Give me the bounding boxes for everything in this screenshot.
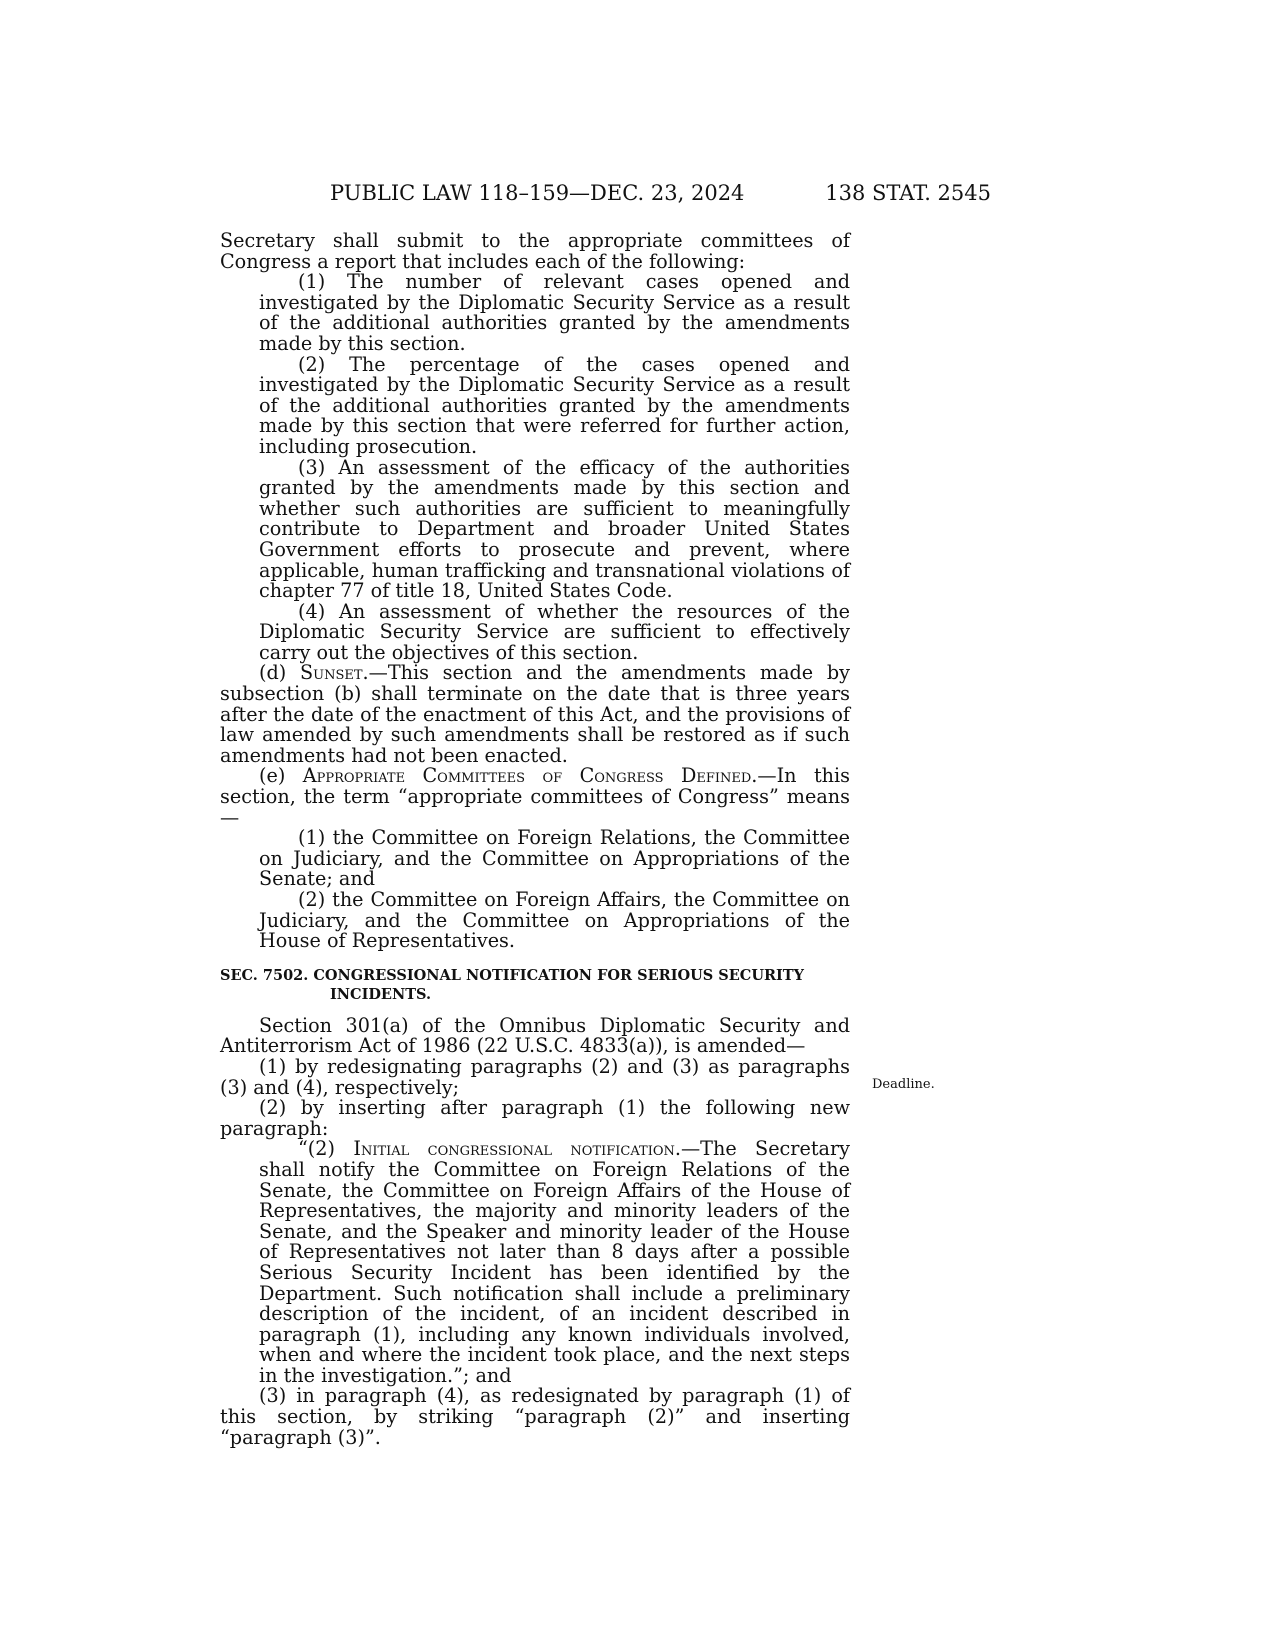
subsection-e-definition: (e) Appropriate Committees of Congress Defined.—In this section, the term “appropriate committees of Congress” means— — [220, 764, 850, 829]
amendment-item-1: (1) by redesignating paragraphs (2) and (3) as paragraphs (3) and (4), respectively; — [220, 1054, 850, 1099]
stat-page-reference: 138 STAT. 2545 — [825, 181, 991, 205]
margin-note: Deadline. — [872, 1077, 935, 1092]
report-item-2: (2) The percentage of the cases opened and investigated by the Diplomatic Security Service as a result of the additional authorities granted by the amendments made by this section that were referred for further action, including prosecution. — [259, 352, 850, 458]
quoted-heading: Initial congressional notification — [353, 1137, 675, 1161]
amendment-item-2: (2) by inserting after paragraph (1) the following new paragraph: — [220, 1096, 850, 1140]
section-intro: Section 301(a) of the Omnibus Diplomatic Security and Antiterrorism Act of 1986 (22 U.S.C. 4833(a)), is amended— — [220, 1013, 850, 1058]
report-intro: Secretary shall submit to the appropriate committees of Congress a report that includes each of the following: — [220, 229, 850, 273]
page-header — [330, 181, 991, 211]
report-item-1: (1) The number of relevant cases opened and investigated by the Diplomatic Security Service as a result of the additional authorities granted by the amendments made by this section. — [259, 270, 850, 355]
subsection-d-sunset: (d) Sunset.—This section and the amendments made by subsection (b) shall terminate on the date that is three years after the date of the enactment of this Act, and the provisions of law amended by such amendments shall be restored as if such amendments had not been enacted. — [220, 661, 850, 767]
definition-item-2: (2) the Committee on Foreign Affairs, the Committee on Judiciary, and the Committee on Appropriations of the House of Representatives. — [259, 888, 850, 953]
report-item-3: (3) An assessment of the efficacy of the authorities granted by the amendments made by this section and whether such authorities are sufficient to meaningfully contribute to Department and broader United States Government efforts to prosecute and prevent, where applicable, human trafficking and transnational violations of chapter 77 of title 18, United States Code. — [259, 455, 850, 603]
amendment-item-3: (3) in paragraph (4), as redesignated by paragraph (1) of this section, by striking “paragraph (2)” and inserting “paragraph (3)”. — [220, 1384, 850, 1449]
definition-item-1: (1) the Committee on Foreign Relations, the Committee on Judiciary, and the Committee on Appropriations of the Senate; and — [259, 826, 850, 891]
subsection-heading: Appropriate Committees of Congress Defined — [302, 764, 752, 788]
report-item-4: (4) An assessment of whether the resources of the Diplomatic Security Service are sufficient to effectively carry out the objectives of this section. — [259, 599, 850, 664]
quoted-paragraph: “(2) Initial congressional notification.—The Secretary shall notify the Committee on Foreign Relations of the Senate, the Committee on Foreign Affairs of the House of Representatives, the majority and minority leaders of the Senate, and the Speaker and minority leader of the House of Representatives not later than 8 days after a possible Serious Security Incident has been identified by the Department. Such notification shall include a preliminary description of the incident, of an incident described in paragraph (1), including any known individuals involved, when and where the incident took place, and the next steps in the investigation.”; and — [259, 1137, 850, 1387]
section-heading: SEC. 7502. CONGRESSIONAL NOTIFICATION FOR SERIOUS SECURITY INCIDENTS. — [220, 966, 804, 1003]
running-title: PUBLIC LAW 118–159—DEC. 23, 2024 — [330, 181, 745, 205]
document-body — [220, 231, 850, 1448]
subsection-heading: Sunset — [299, 661, 363, 685]
